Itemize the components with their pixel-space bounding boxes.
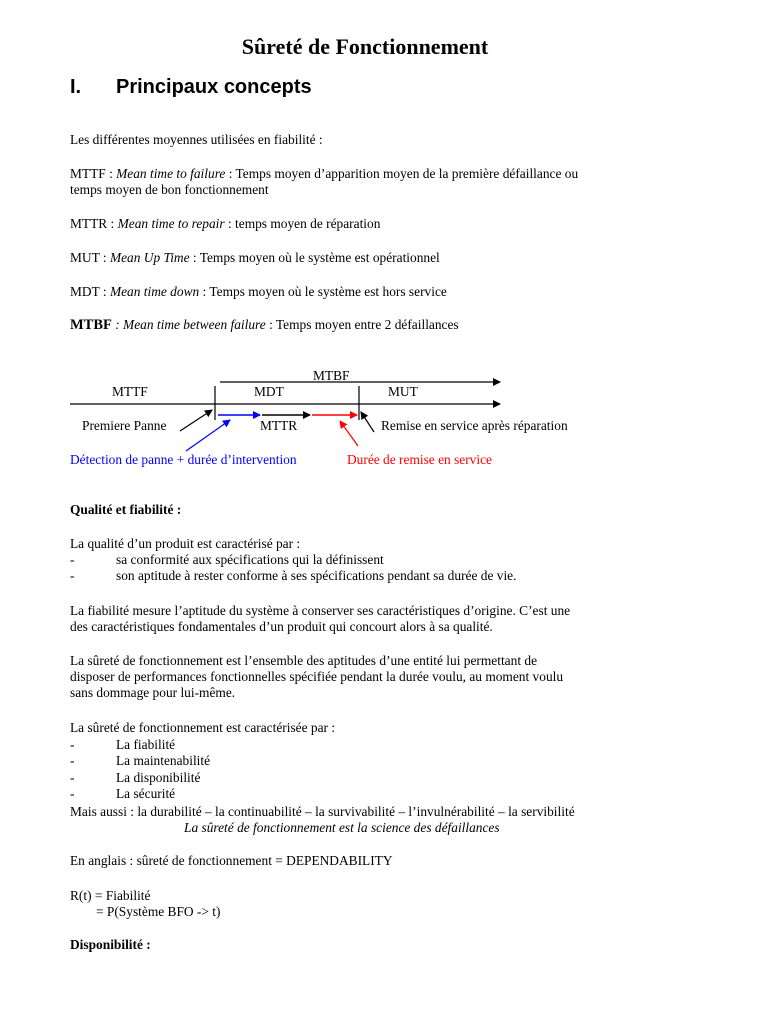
description: Temps moyen d’apparition moyen de la première défaillance ou: [235, 166, 579, 181]
label-mttr: MTTR: [260, 418, 298, 433]
detection-pointer: [186, 420, 230, 451]
sdf-bullet: - La fiabilité: [70, 737, 176, 752]
reliability-formula: R(t) = Fiabilité: [70, 888, 151, 903]
disponibilite-heading: Disponibilité :: [70, 937, 151, 952]
abbr: MUT: [70, 250, 100, 265]
term: Mean Up Time: [109, 250, 190, 265]
quality-bullet: - son aptitude à rester conforme à ses spécifications pendant sa durée de vie.: [70, 568, 517, 583]
definition-mut: MUT : Mean Up Time : Temps moyen où le système est opérationnel: [70, 250, 440, 265]
first-failure-pointer: [180, 410, 212, 431]
quality-bullet: - sa conformité aux spécifications qui la définissent: [70, 552, 384, 567]
definition-mdt: MDT : Mean time down : Temps moyen où le système est hors service: [70, 284, 447, 299]
definition-mttf-cont: temps moyen de bon fonctionnement: [70, 182, 269, 197]
term: Mean time between failure: [123, 317, 266, 332]
term: Mean time to repair: [117, 216, 225, 231]
label-mut: MUT: [388, 384, 418, 399]
label-detection: Détection de panne + durée d’intervention: [70, 452, 297, 467]
abbr: MTTR: [70, 216, 108, 231]
also-line: Mais aussi : la durabilité – la continuabilité – la survivabilité – l’invulnérabilité – la servibilité: [70, 804, 575, 819]
label-mttf: MTTF: [112, 384, 148, 399]
section-title: Principaux concepts: [116, 76, 312, 98]
timeline-diagram: [0, 0, 768, 480]
description: temps moyen de réparation: [235, 216, 381, 231]
reliability-formula: = P(Système BFO -> t): [96, 904, 221, 919]
sdf-bullet: - La sécurité: [70, 786, 176, 801]
description: Temps moyen où le système est opérationnel: [199, 250, 440, 265]
paragraph-surete: La sûreté de fonctionnement est l’ensemble des aptitudes d’une entité lui permettant de: [70, 653, 538, 668]
quality-intro: La qualité d’un produit est caractérisé par :: [70, 536, 301, 551]
term: Mean time to failure: [116, 166, 226, 181]
paragraph-surete: sans dommage pour lui-même.: [70, 685, 236, 700]
description: Temps moyen où le système est hors service: [209, 284, 447, 299]
motto: La sûreté de fonctionnement est la science des défaillances: [184, 820, 500, 835]
abbr: MDT: [70, 284, 100, 299]
restore-duration-pointer: [340, 421, 358, 446]
intro-text: Les différentes moyennes utilisées en fiabilité :: [70, 132, 323, 147]
definition-mttf: MTTF : Mean time to failure : Temps moyen d’apparition moyen de la première défaillance ou: [70, 166, 579, 181]
definition-mtbf: MTBF : Mean time between failure : Temps moyen entre 2 défaillances: [70, 317, 459, 333]
section-number: I.: [70, 76, 82, 98]
term: Mean time down: [109, 284, 200, 299]
english-line: En anglais : sûreté de fonctionnement = DEPENDABILITY: [70, 853, 393, 868]
description: Temps moyen entre 2 défaillances: [275, 317, 459, 332]
paragraph-fiabilite: La fiabilité mesure l’aptitude du système à conserver ses caractéristiques d’origine. C’est une: [70, 603, 571, 618]
definition-mttr: MTTR : Mean time to repair : temps moyen de réparation: [70, 216, 381, 231]
paragraph-surete: disposer de performances fonctionnelles spécifiée pendant la durée voulu, au moment voulu: [70, 669, 564, 684]
abbr: MTBF: [70, 317, 112, 333]
label-mdt: MDT: [254, 384, 284, 399]
abbr: MTTF: [70, 166, 106, 181]
sdf-bullet: - La maintenabilité: [70, 753, 211, 768]
sdf-bullet: - La disponibilité: [70, 770, 201, 785]
paragraph-fiabilite: des caractéristiques fondamentales d’un produit qui concourt alors à sa qualité.: [70, 619, 493, 634]
quality-heading: Qualité et fiabilité :: [70, 502, 182, 517]
sdf-intro: La sûreté de fonctionnement est caractérisée par :: [70, 720, 336, 735]
label-restore-duration: Durée de remise en service: [347, 452, 492, 467]
label-restore: Remise en service après réparation: [381, 418, 568, 433]
label-first-failure: Premiere Panne: [82, 418, 167, 433]
label-mtbf: MTBF: [313, 368, 350, 383]
restore-pointer: [361, 412, 374, 432]
document-title: Sûreté de Fonctionnement: [241, 34, 489, 59]
